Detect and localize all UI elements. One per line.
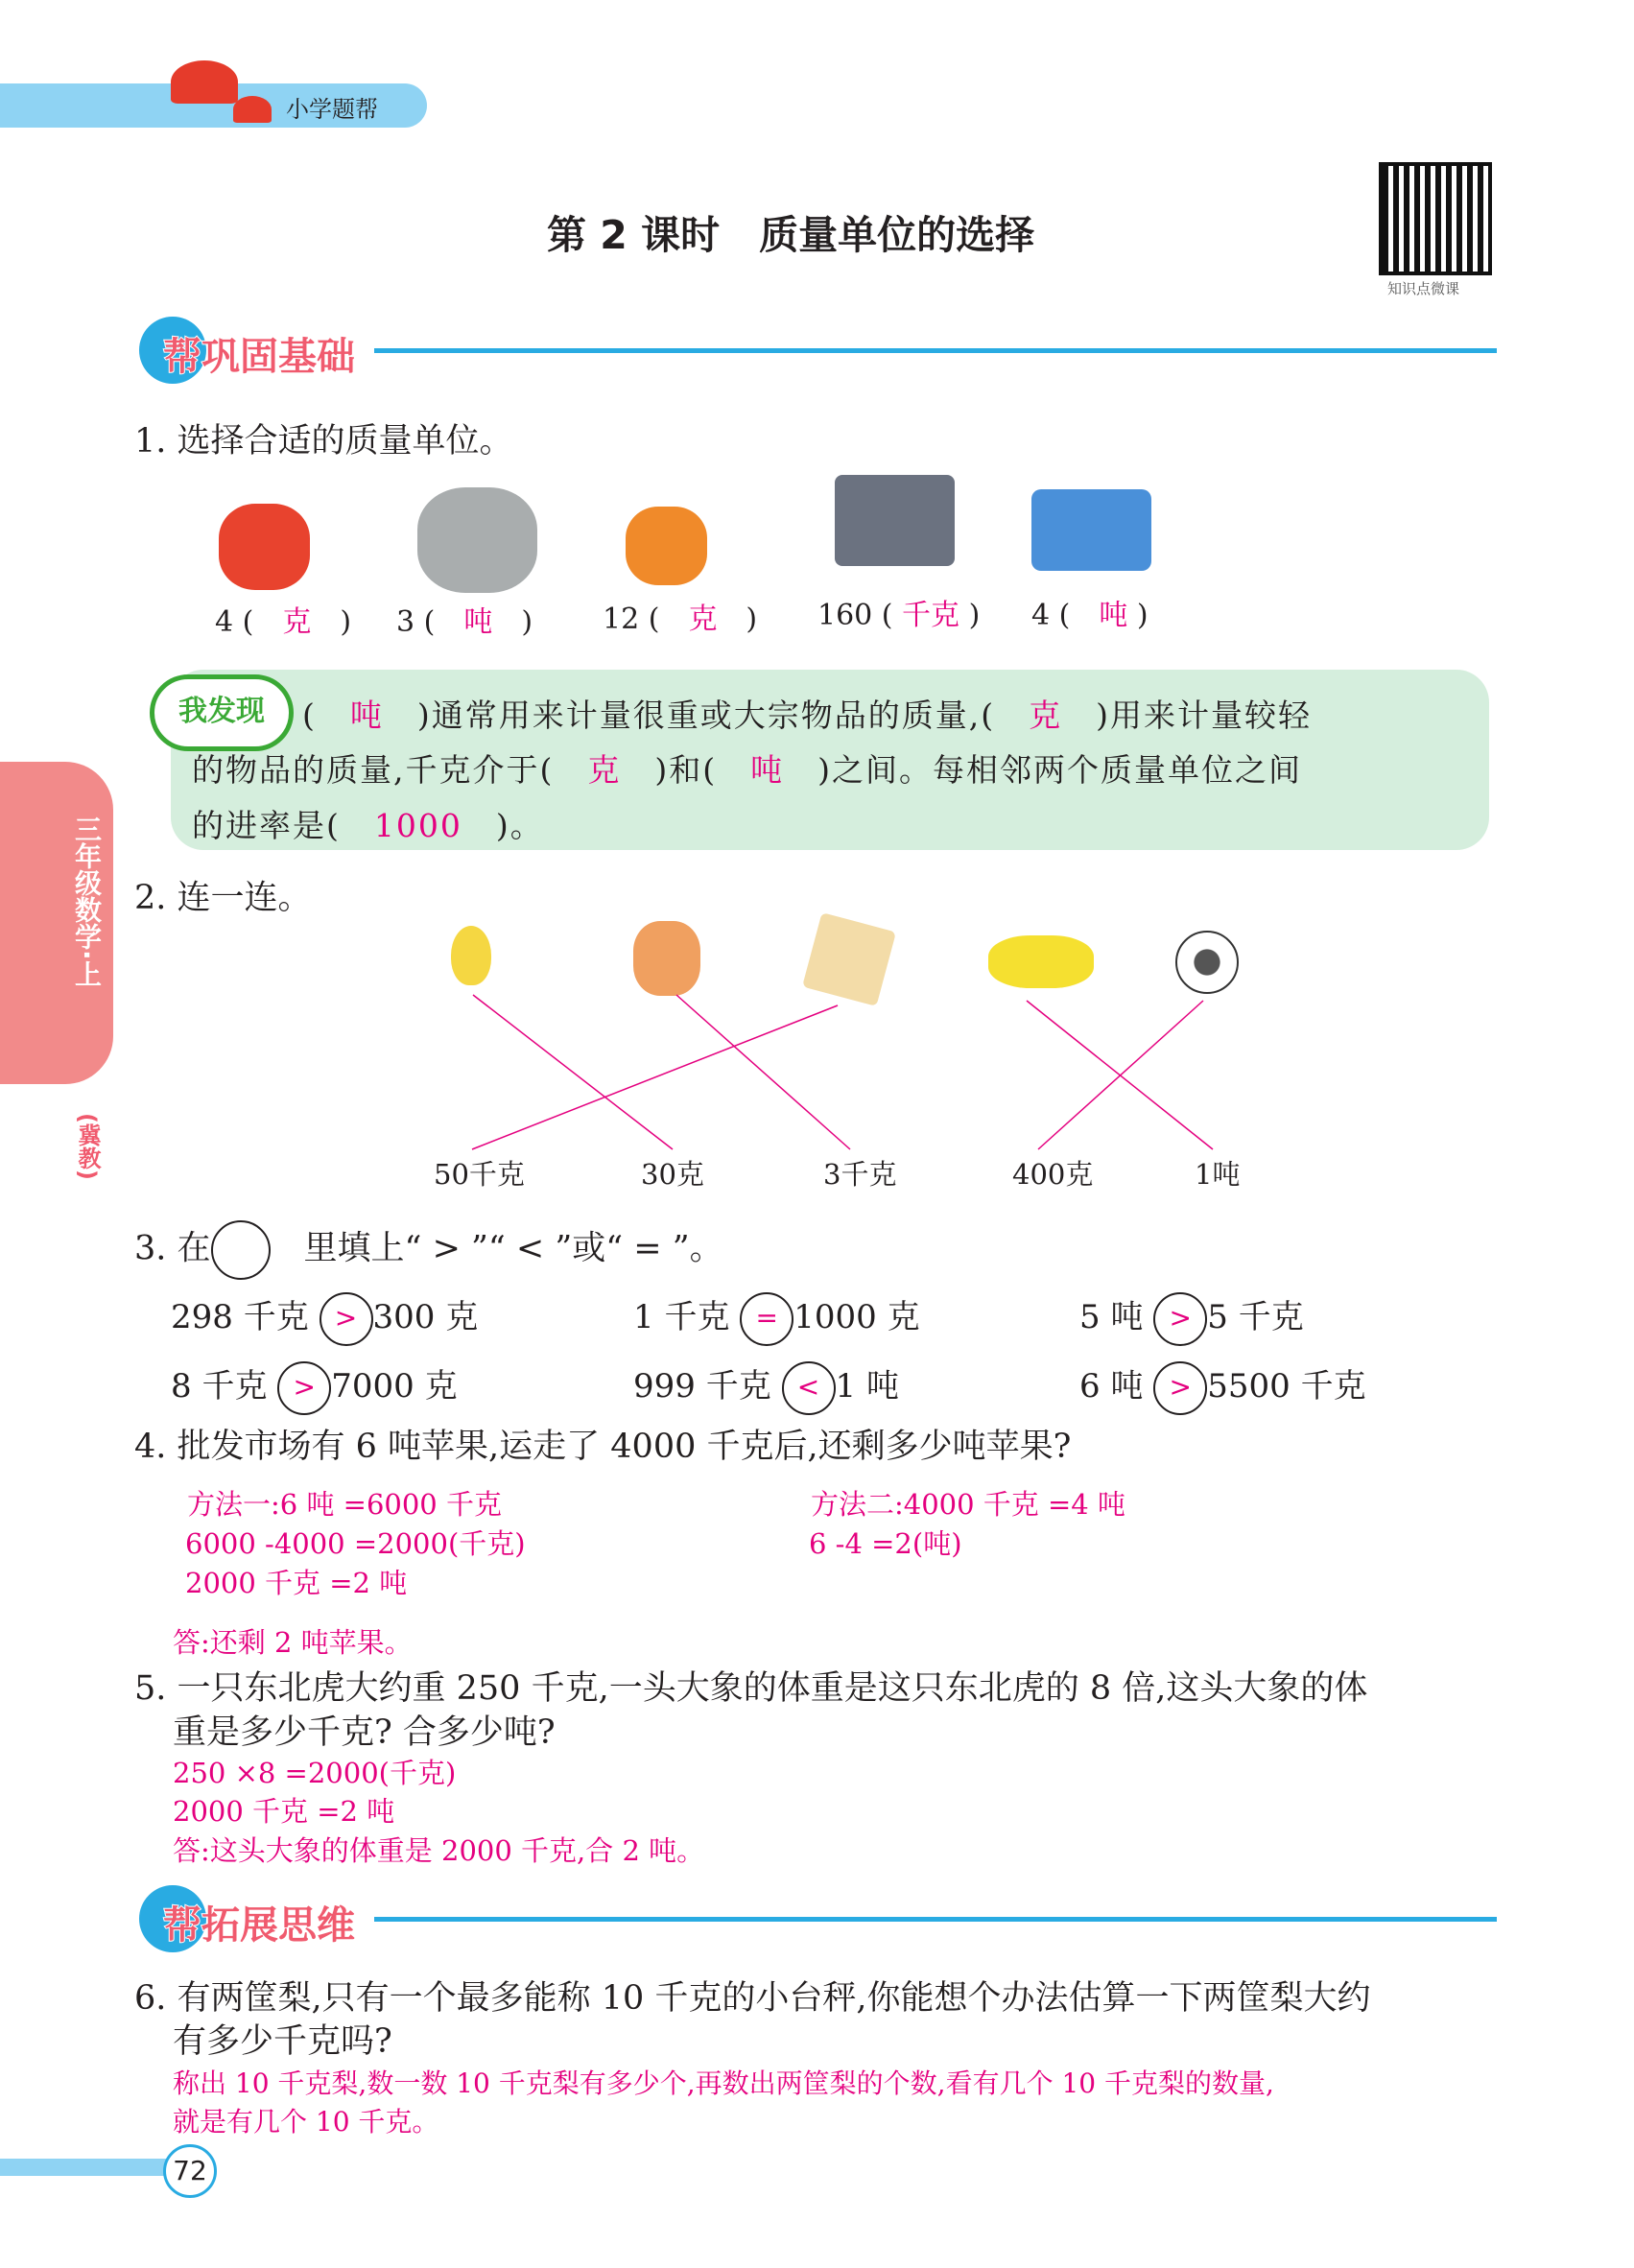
- q1-item-truck: 4 ( 吨 ): [1031, 599, 1149, 632]
- q1-item-pumpkin: 12 ( 克 ): [603, 602, 758, 636]
- question-3: 3. 在 里填上“ > ”“ < ”或“ = ”。: [134, 1220, 723, 1280]
- compare-item: 8 千克 > 7000 克: [171, 1359, 458, 1415]
- weight-label: 400克: [1012, 1158, 1094, 1191]
- discovery-line-2: 的物品的质量,千克介于( 克 )和( 吨 )之间。每相邻两个质量单位之间: [192, 751, 1302, 789]
- match-line: [1038, 1001, 1203, 1149]
- q5-solution: 250 ×8 =2000(千克): [173, 1757, 457, 1789]
- q4-method1: 方法一:6 吨 =6000 千克: [187, 1488, 502, 1521]
- q6-solution: 称出 10 千克梨,数一数 10 千克梨有多少个,再数出两筐梨的个数,看有几个 10 千克梨的数量,: [173, 2067, 1274, 2099]
- q1-item-elephant: 3 ( 吨 ): [396, 605, 533, 639]
- q4-method1: 6000 -4000 =2000(千克): [185, 1527, 526, 1560]
- q1-item-ladybug: 4 ( 克 ): [215, 605, 352, 639]
- footer-bar: [0, 2159, 173, 2176]
- edition-label: (冀教): [74, 1113, 101, 1180]
- discovery-line-3: 的进率是( 1000 )。: [192, 807, 544, 844]
- compare-item: 1 千克 = 1000 克: [633, 1290, 920, 1346]
- match-line: [676, 995, 850, 1149]
- section-header-extend: 帮拓展思维: [139, 1885, 1497, 1952]
- question-6: 6. 有两筐梨,只有一个最多能称 10 千克的小台秤,你能想个办法估算一下两筐梨大约: [134, 1979, 1371, 2018]
- weight-label: 50千克: [434, 1158, 525, 1191]
- question-6-cont: 有多少千克吗?: [173, 2022, 392, 2061]
- page-title: 第 2 课时 质量单位的选择: [547, 212, 1035, 258]
- q6-solution: 就是有几个 10 千克。: [173, 2106, 439, 2138]
- q5-answer: 答:这头大象的体重是 2000 千克,合 2 吨。: [173, 1834, 705, 1867]
- compare-item: 298 千克 > 300 克: [171, 1290, 478, 1346]
- page-number: 72: [163, 2144, 217, 2198]
- question-4: 4. 批发市场有 6 吨苹果,运走了 4000 千克后,还剩多少吨苹果?: [134, 1428, 1072, 1466]
- question-1: 1. 选择合适的质量单位。: [134, 422, 513, 461]
- q1-item-piano: 160 ( 千克 ): [817, 599, 981, 632]
- match-line: [472, 1005, 838, 1149]
- q4-method1: 2000 千克 =2 吨: [185, 1567, 408, 1599]
- compare-item: 999 千克 < 1 吨: [633, 1359, 899, 1415]
- discovery-line-1: ( 吨 )通常用来计量很重或大宗物品的质量,( 克 )用来计量较轻: [302, 697, 1312, 734]
- qr-caption: 知识点微课: [1387, 280, 1460, 297]
- weight-label: 3千克: [823, 1158, 897, 1191]
- match-line: [473, 995, 673, 1149]
- compare-item: 6 吨 > 5500 千克: [1079, 1359, 1366, 1415]
- section-header-basic: 帮巩固基础: [139, 317, 1497, 384]
- question-2: 2. 连一连。: [134, 879, 312, 917]
- weight-label: 30克: [641, 1158, 704, 1191]
- q4-answer: 答:还剩 2 吨苹果。: [173, 1626, 413, 1659]
- discovery-badge: 我发现: [150, 674, 294, 751]
- q4-method2: 6 -4 =2(吨): [809, 1527, 962, 1560]
- weight-label: 1吨: [1195, 1158, 1241, 1191]
- brand-label: 小学题帮: [286, 96, 378, 123]
- q4-method2: 方法二:4000 千克 =4 吨: [811, 1488, 1125, 1521]
- grade-label: 三年级数学·上: [71, 815, 103, 987]
- compare-item: 5 吨 > 5 千克: [1079, 1290, 1304, 1346]
- question-5-cont: 重是多少千克? 合多少吨?: [173, 1713, 556, 1752]
- question-5: 5. 一只东北虎大约重 250 千克,一头大象的体重是这只东北虎的 8 倍,这头大象的体: [134, 1669, 1368, 1708]
- q5-solution: 2000 千克 =2 吨: [173, 1795, 395, 1828]
